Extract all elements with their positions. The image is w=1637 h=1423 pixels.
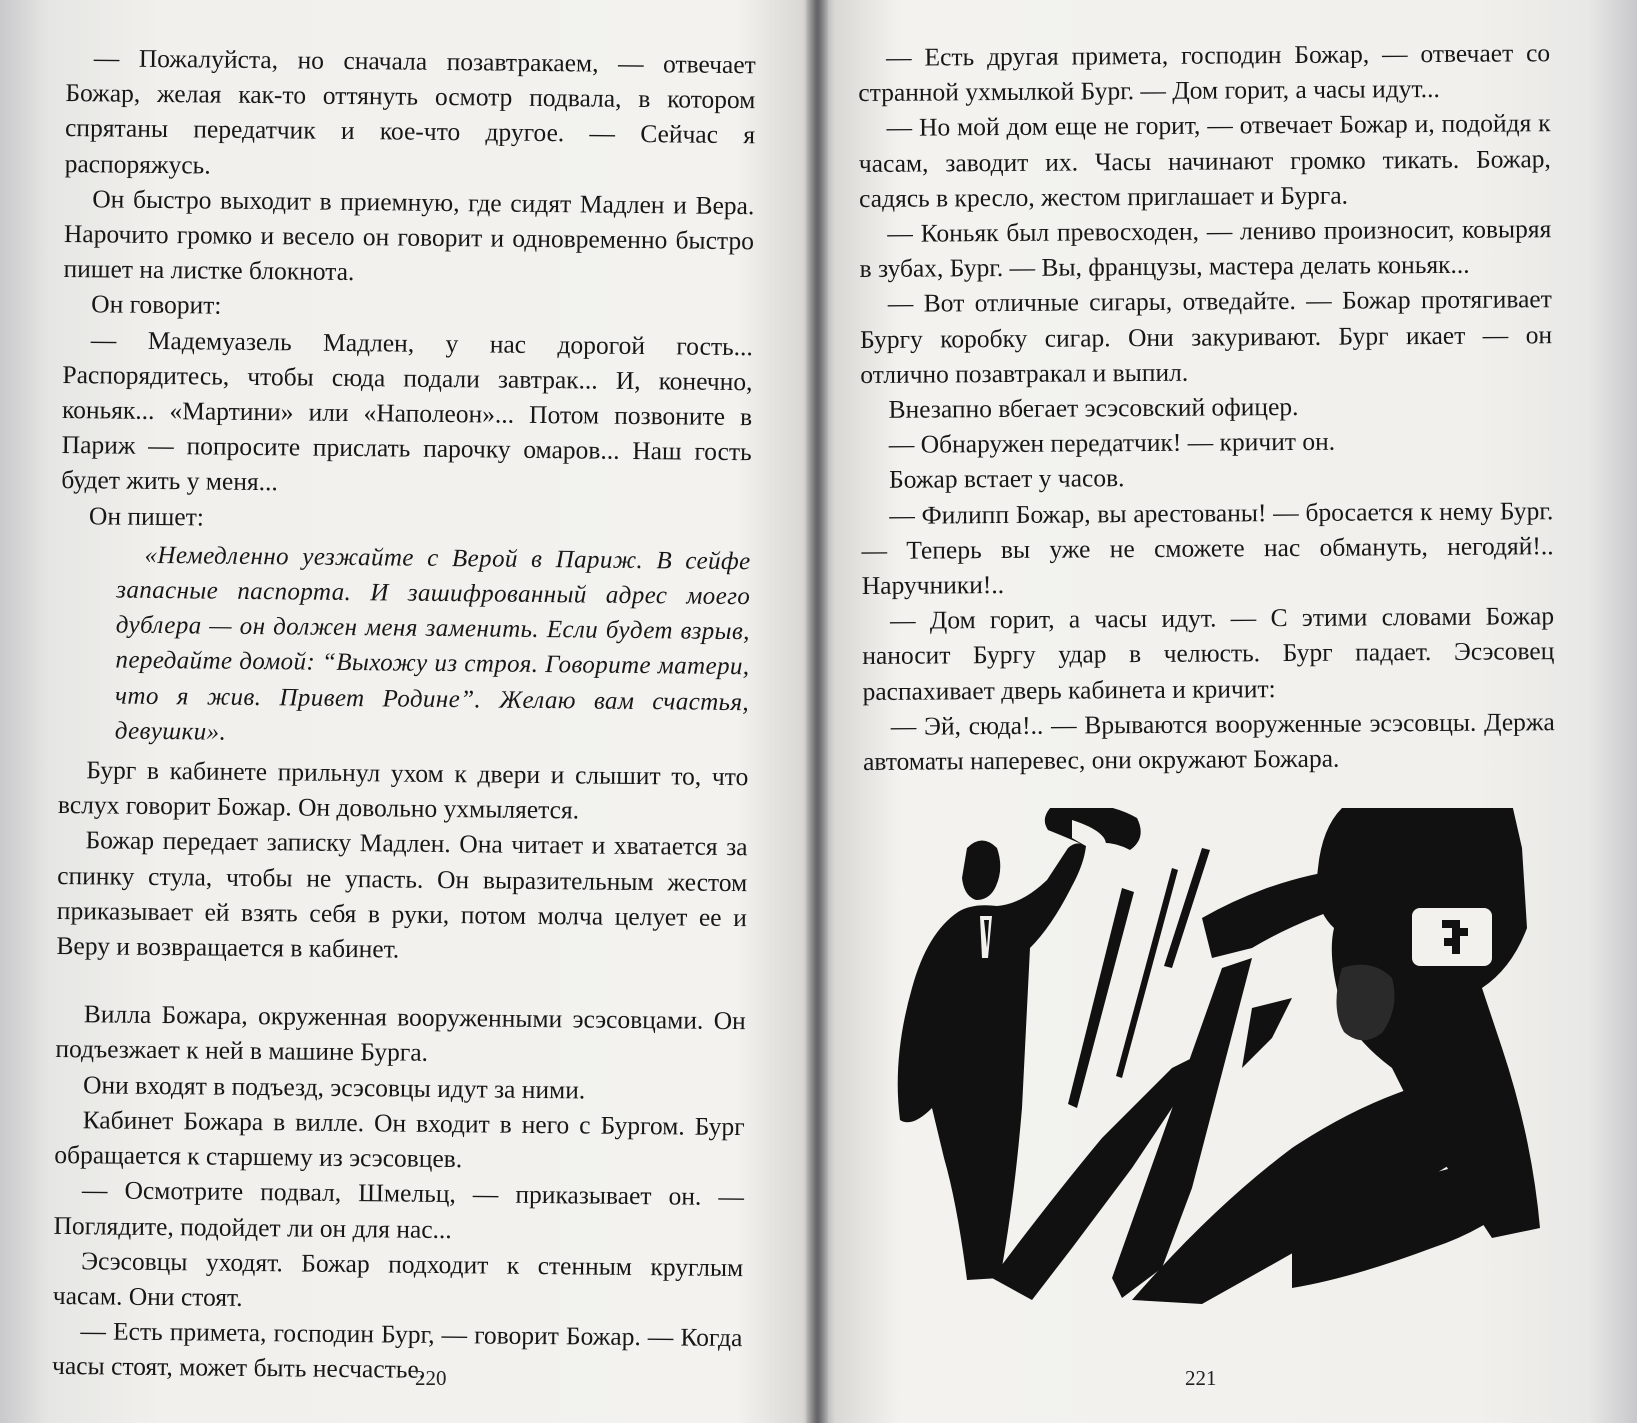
- left-paragraph-11: Кабинет Божара в вилле. Он входит в него с Бургом. Бург обращается к старшему из эсэсовцев.: [54, 1105, 745, 1174]
- left-note-text: «Немедленно уезжайте с Верой в Париж. В сейфе запасные паспорта. И зашифрованный адрес моего дублера — он должен меня заменить. Если будет взрыв, передайте домой: “Выхожу из строя. Говорите матери, что я жив. Привет Родине”. Желаю вам счастья, девушки».: [114, 541, 751, 746]
- left-paragraph-8: Божар передает записку Мадлен. Она читает и хватается за спинку стула, чтобы не упасть. Он выразительным жестом приказывает ей взять себя в руки, потом молча целует ее и Веру и возвращается в кабинет.: [56, 825, 748, 964]
- left-paragraph-7: Бург в кабинете прильнул ухом к двери и слышит то, что вслух говорит Божар. Он довольно ухмыляется.: [57, 755, 749, 825]
- right-paragraph-9: — Дом горит, а часы идут. — С этими словами Божар наносит Бургу удар в челюсть. Бург падает. Эсэсовец распахивает дверь кабинета и кричит:: [862, 601, 1555, 706]
- page-number-right: 221: [1185, 1366, 1217, 1390]
- right-paragraph-8: — Филипп Божар, вы арестованы! — бросается к нему Бург. — Теперь вы уже не сможете нас обмануть, негодяй!.. Наручники!..: [861, 495, 1554, 601]
- left-page: [52, 40, 756, 1391]
- right-paragraph-6: — Обнаружен передатчик! — кричит он.: [888, 426, 1336, 460]
- left-paragraph-2: Он быстро выходит в приемную, где сидят Мадлен и Вера. Нарочито громко и весело он говорит и одновременно быстро пишет на листке блокнота.: [63, 184, 755, 287]
- right-paragraph-5: Внезапно вбегает эсэсовский офицер.: [888, 391, 1299, 424]
- left-paragraph-3: Он говорит:: [91, 289, 222, 321]
- right-paragraph-2: — Но мой дом еще не горит, — отвечает Божар и, подойдя к часам, заводит их. Часы начинают громко тикать. Божар, садясь в кресло, жестом приглашает и Бурга.: [858, 108, 1551, 213]
- left-paragraph-1: — Пожалуйста, но сначала позавтракаем, — отвечает Божар, желая как-то оттянуть осмотр подвала, в котором спрятаны передатчик и кое-что другое. — Сейчас я распоряжусь.: [64, 43, 756, 180]
- left-paragraph-5: Он пишет:: [88, 500, 205, 532]
- left-paragraph-14: — Есть примета, господин Бург, — говорит Божар. — Когда часы стоят, может быть несчастье.: [51, 1316, 743, 1385]
- left-paragraph-13: Эсэсовцы уходят. Божар подходит к стенным круглым часам. Они стоят.: [52, 1245, 744, 1312]
- right-paragraph-1: — Есть другая примета, господин Божар, — отвечает со странной ухмылкой Бург. — Дом горит, а часы идут...: [858, 38, 1551, 108]
- right-paragraph-3: — Коньяк был превосходен, — лениво произносит, ковыряя в зубах, Бург. — Вы, французы, мастера делать коньяк...: [859, 214, 1552, 284]
- page-number-left: 220: [415, 1366, 447, 1390]
- left-paragraph-12: — Осмотрите подвал, Шмельц, — приказывает он. — Поглядите, подойдет ли он для нас...: [53, 1175, 745, 1244]
- left-paragraph-9: Вилла Божара, окруженная вооруженными эсэсовцами. Он подъезжает к ней в машине Бурга.: [55, 999, 746, 1068]
- right-paragraph-4: — Вот отличные сигары, отведайте. — Божар протягивает Бургу коробку сигар. Они закуривают. Бург икает — он отлично позавтракал и выпил.: [859, 284, 1553, 389]
- book-spine: [806, 0, 828, 1423]
- ink-drawing-illustration-icon: [872, 808, 1548, 1308]
- right-page: [858, 35, 1555, 779]
- left-paragraph-10: Они входят в подъезд, эсэсовцы идут за ними.: [82, 1069, 586, 1105]
- right-paragraph-7: Божар встает у часов.: [888, 463, 1125, 495]
- right-paragraph-10: — Эй, сюда!.. — Врываются вооруженные эсэсовцы. Держа автоматы наперевес, они окружают Божара.: [862, 707, 1555, 777]
- left-paragraph-4: — Мадемуазель Мадлен, у нас дорогой гость... Распорядитесь, чтобы сюда подали завтрак... И, конечно, коньяк... «Мартини» или «Наполеон»... Потом позвоните в Париж — попросите прислать парочку омаров... Наш гость будет жить у меня...: [61, 324, 753, 497]
